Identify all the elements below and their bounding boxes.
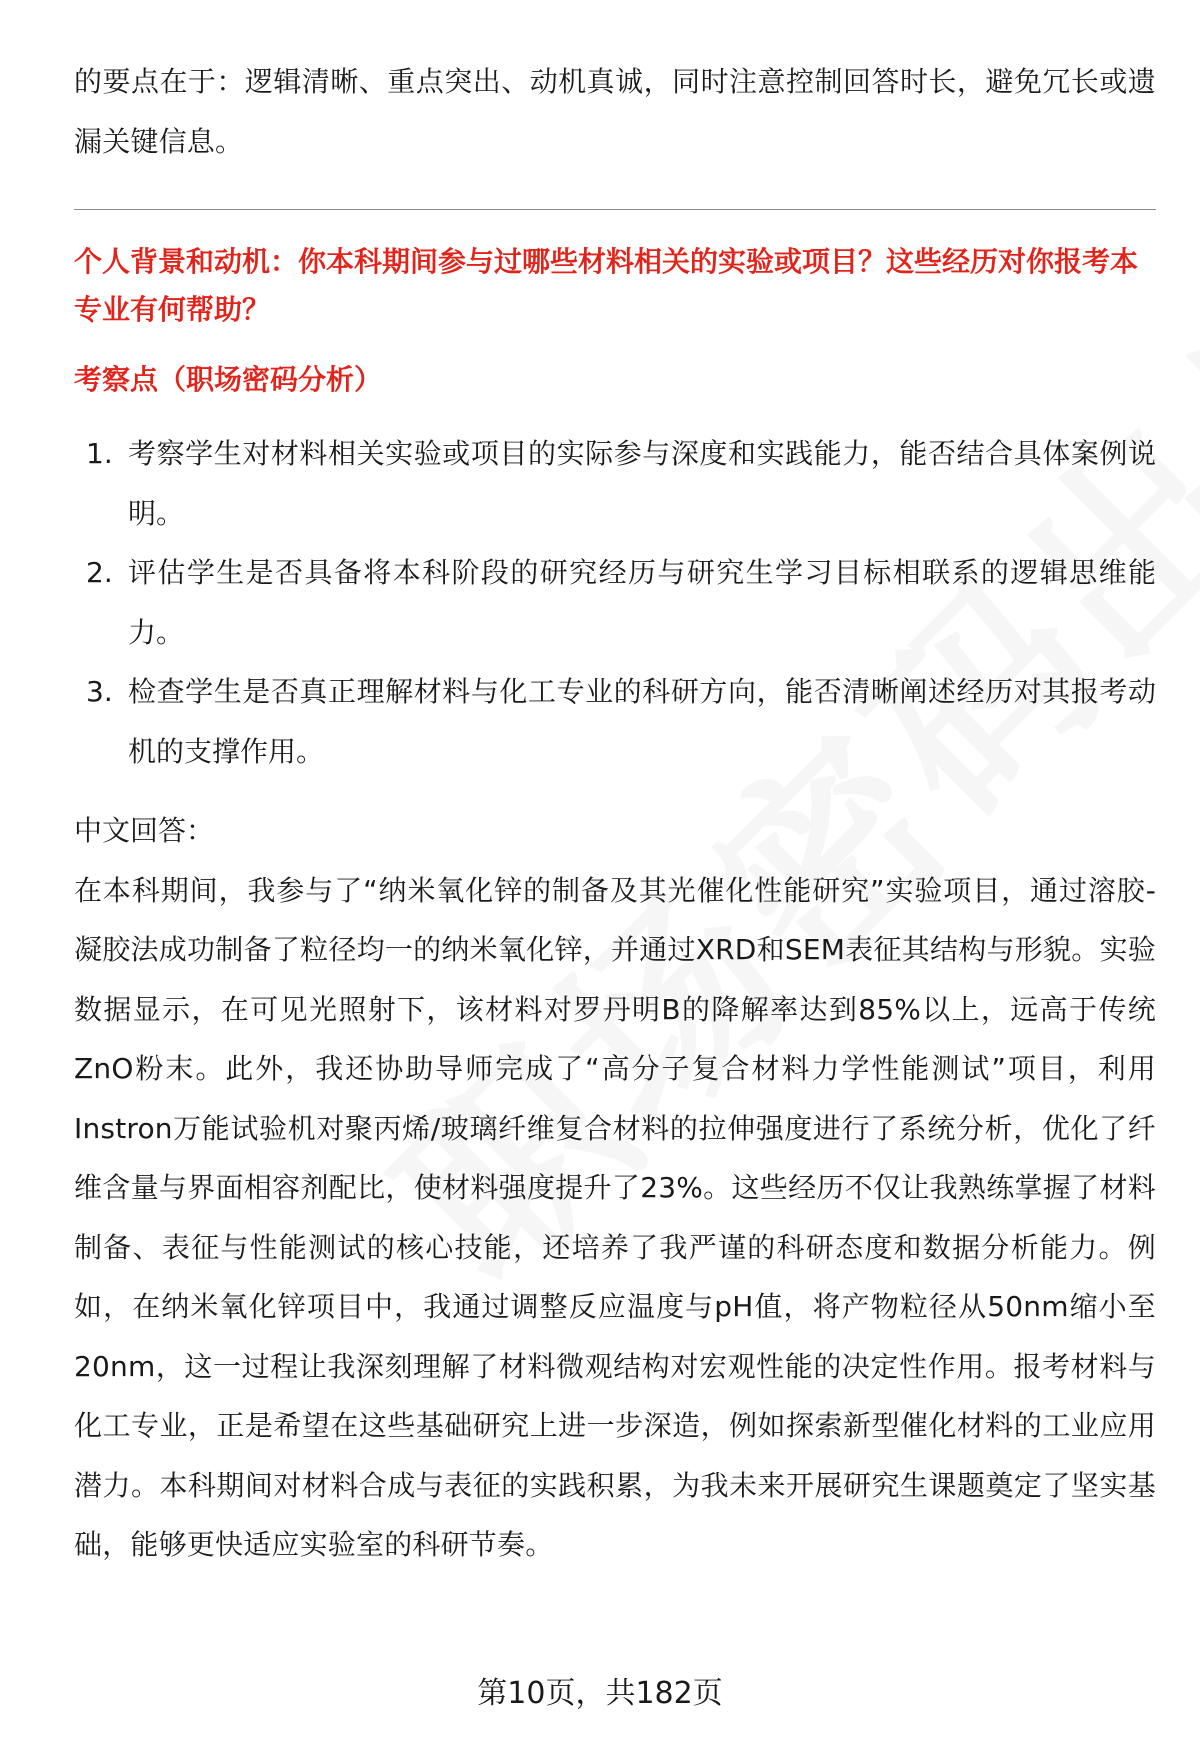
list-number: 2. [86,556,113,589]
section-divider [74,209,1156,210]
answer-paragraph: 在本科期间，我参与了“纳米氧化锌的制备及其光催化性能研究”实验项目，通过溶胶-凝胶法成功制备了粒径均一的纳米氧化锌，并通过XRD和SEM表征其结构与形貌。实验数据显示，在可见光照射下，该材料对罗丹明B的降解率达到85%以上，远高于传统ZnO粉末。此外，我还协助导师完成了“高分子复合材料力学性能测试”项目，利用Instron万能试验机对聚丙烯/玻璃纤维复合材料的拉伸强度进行了系统分析，优化了纤维含量与界面相容剂配比，使材料强度提升了23%。这些经历不仅让我熟练掌握了材料制备、表征与性能测试的核心技能，还培养了我严谨的科研态度和数据分析能力。例如，在纳米氧化锌项目中，我通过调整反应温度与pH值，将产物粒径从50nm缩小至20nm，这一过程让我深刻理解了材料微观结构对宏观性能的决定性作用。报考材料与化工专业，正是希望在这些基础研究上进一步深造，例如探索新型催化材料的工业应用潜力。本科期间对材料合成与表征的实践积累，为我未来开展研究生课题奠定了坚实基础，能够更快适应实验室的科研节奏。 [74,873,1156,1561]
answer-label: 中文回答： [74,814,215,847]
assessment-point [74,543,1156,662]
list-item-text: 评估学生是否具备将本科阶段的研究经历与研究生学习目标相联系的逻辑思维能力。 [128,556,1156,649]
page-content [74,52,1156,1575]
assessment-list [74,424,1156,781]
assessment-point [74,662,1156,781]
list-number: 3. [86,675,113,708]
assessment-point [74,424,1156,543]
intro-paragraph: 的要点在于：逻辑清晰、重点突出、动机真诚，同时注意控制回答时长，避免冗长或遗漏关键信息。 [74,65,1156,158]
assessment-heading: 考察点（职场密码分析） [74,363,383,396]
page-footer: 第10页，共182页 [477,1676,723,1711]
list-item-text: 检查学生是否真正理解材料与化工专业的科研方向，能否清晰阐述经历对其报考动机的支撑作用。 [128,675,1156,768]
list-number: 1. [86,437,113,470]
question-heading: 个人背景和动机：你本科期间参与过哪些材料相关的实验或项目？这些经历对你报考本专业有何帮助？ [74,245,1139,326]
list-item-text: 考察学生对材料相关实验或项目的实际参与深度和实践能力，能否结合具体案例说明。 [128,437,1156,530]
